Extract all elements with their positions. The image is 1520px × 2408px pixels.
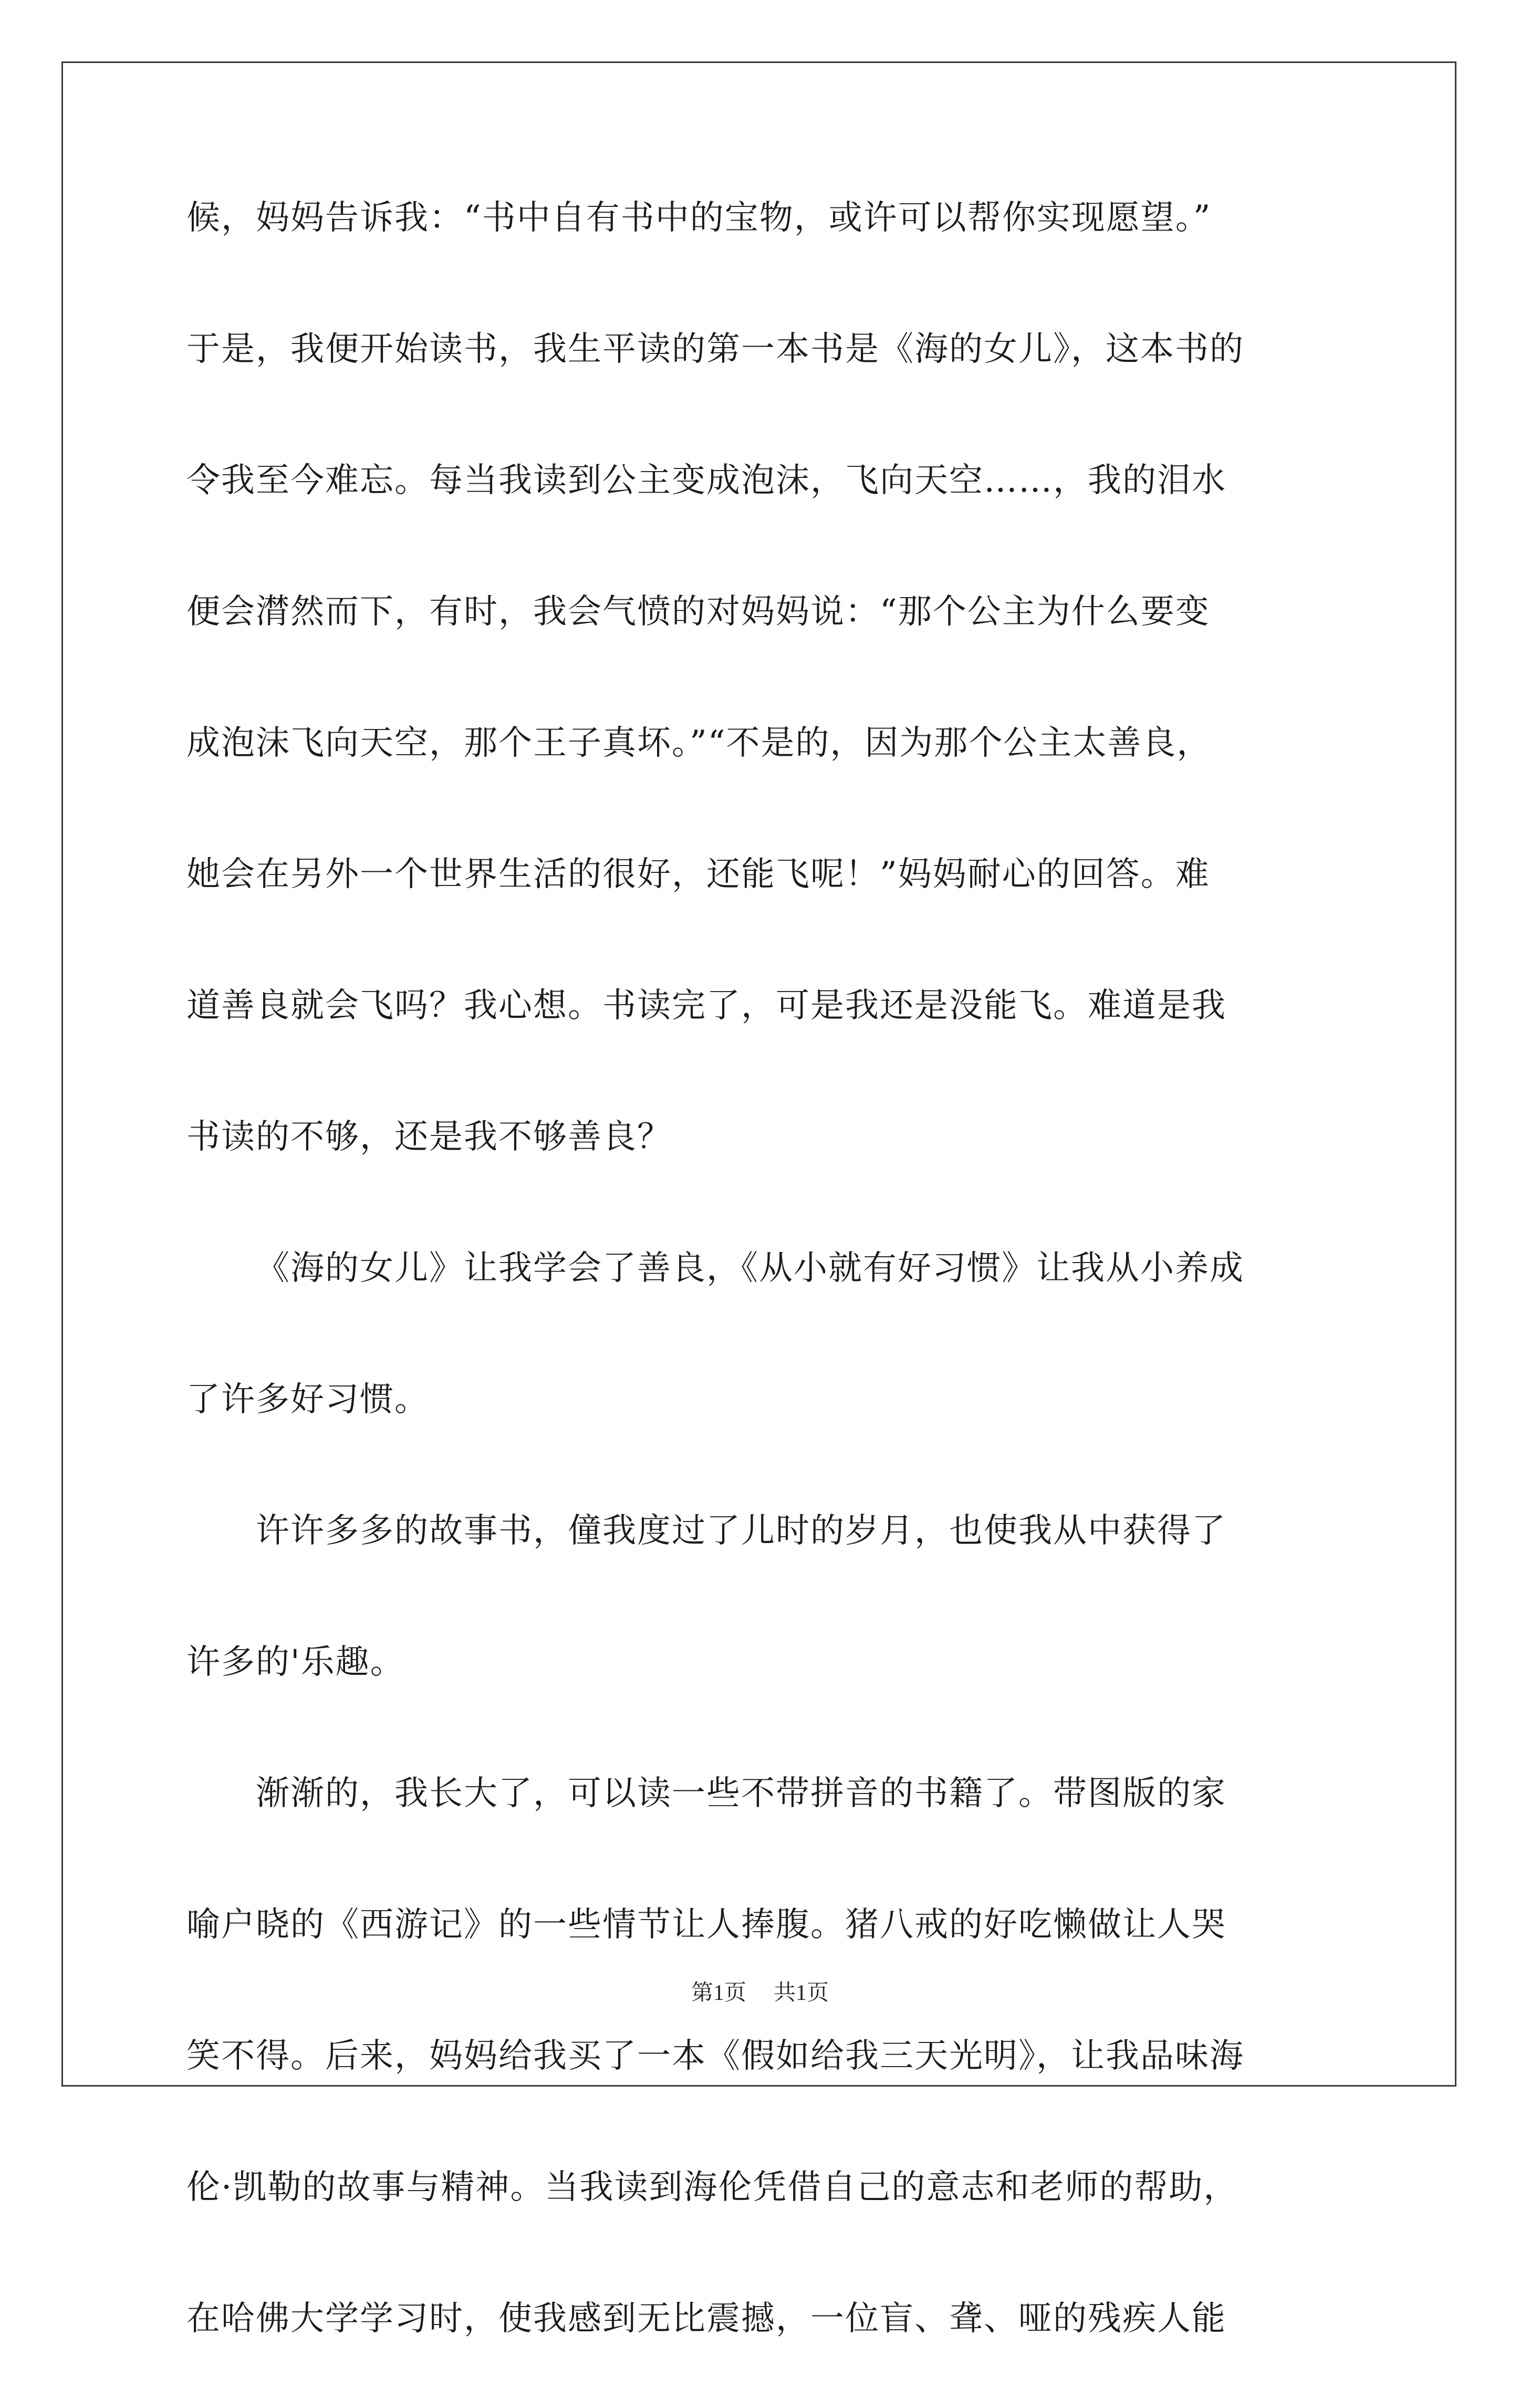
paragraph-first-line: 《海的女儿》让我学会了善良，《从小就有好习惯》让我从小养成 [256,1249,1244,1288]
text-line: 成泡沫飞向天空，那个王子真坏。”“不是的，因为那个公主太善良， [186,724,1212,763]
text-line: 笑不得。后来，妈妈给我买了一本《假如给我三天光明》，让我品味海 [186,2037,1244,2076]
text-line: 了许多好习惯。 [186,1380,429,1419]
text-line: 许多的'乐趣。 [186,1643,405,1682]
paragraph-first-line: 许许多多的故事书，僮我度过了儿时的岁月，也使我从中获得了 [256,1511,1226,1550]
text-line: 在哈佛大学学习时，使我感到无比震撼，一位盲、聋、哑的残疾人能 [186,2299,1226,2338]
text-line: 道善良就会飞吗？我心想。书读完了，可是我还是没能飞。难道是我 [186,986,1226,1025]
text-line: 令我至今难忘。每当我读到公主变成泡沫，飞向天空……，我的泪水 [186,461,1226,500]
paragraph-first-line: 渐渐的，我长大了，可以读一些不带拼音的书籍了。带图版的家 [256,1774,1226,1813]
document-body [186,176,1342,2408]
page-total: 共1页 [774,1981,829,2005]
page-footer [0,1977,1520,2009]
page-number: 第1页 [691,1981,746,2005]
text-line: 她会在另外一个世界生活的很好，还能飞呢！”妈妈耐心的回答。难 [186,855,1210,894]
text-line: 喻户晓的《西游记》的一些情节让人捧腹。猪八戒的好吃懒做让人哭 [186,1905,1226,1944]
text-line: 于是，我便开始读书，我生平读的第一本书是《海的女儿》，这本书的 [186,330,1244,369]
text-line: 便会潸然而下，有时，我会气愤的对妈妈说：“那个公主为什么要变 [186,592,1210,631]
text-line: 伦·凯勒的故事与精神。当我读到海伦凭借自己的意志和老师的帮助， [186,2168,1238,2207]
text-line: 候，妈妈告诉我：“书中自有书中的宝物，或许可以帮你实现愿望。” [186,199,1212,237]
text-line: 书读的不够，还是我不够善良？ [186,1118,672,1156]
